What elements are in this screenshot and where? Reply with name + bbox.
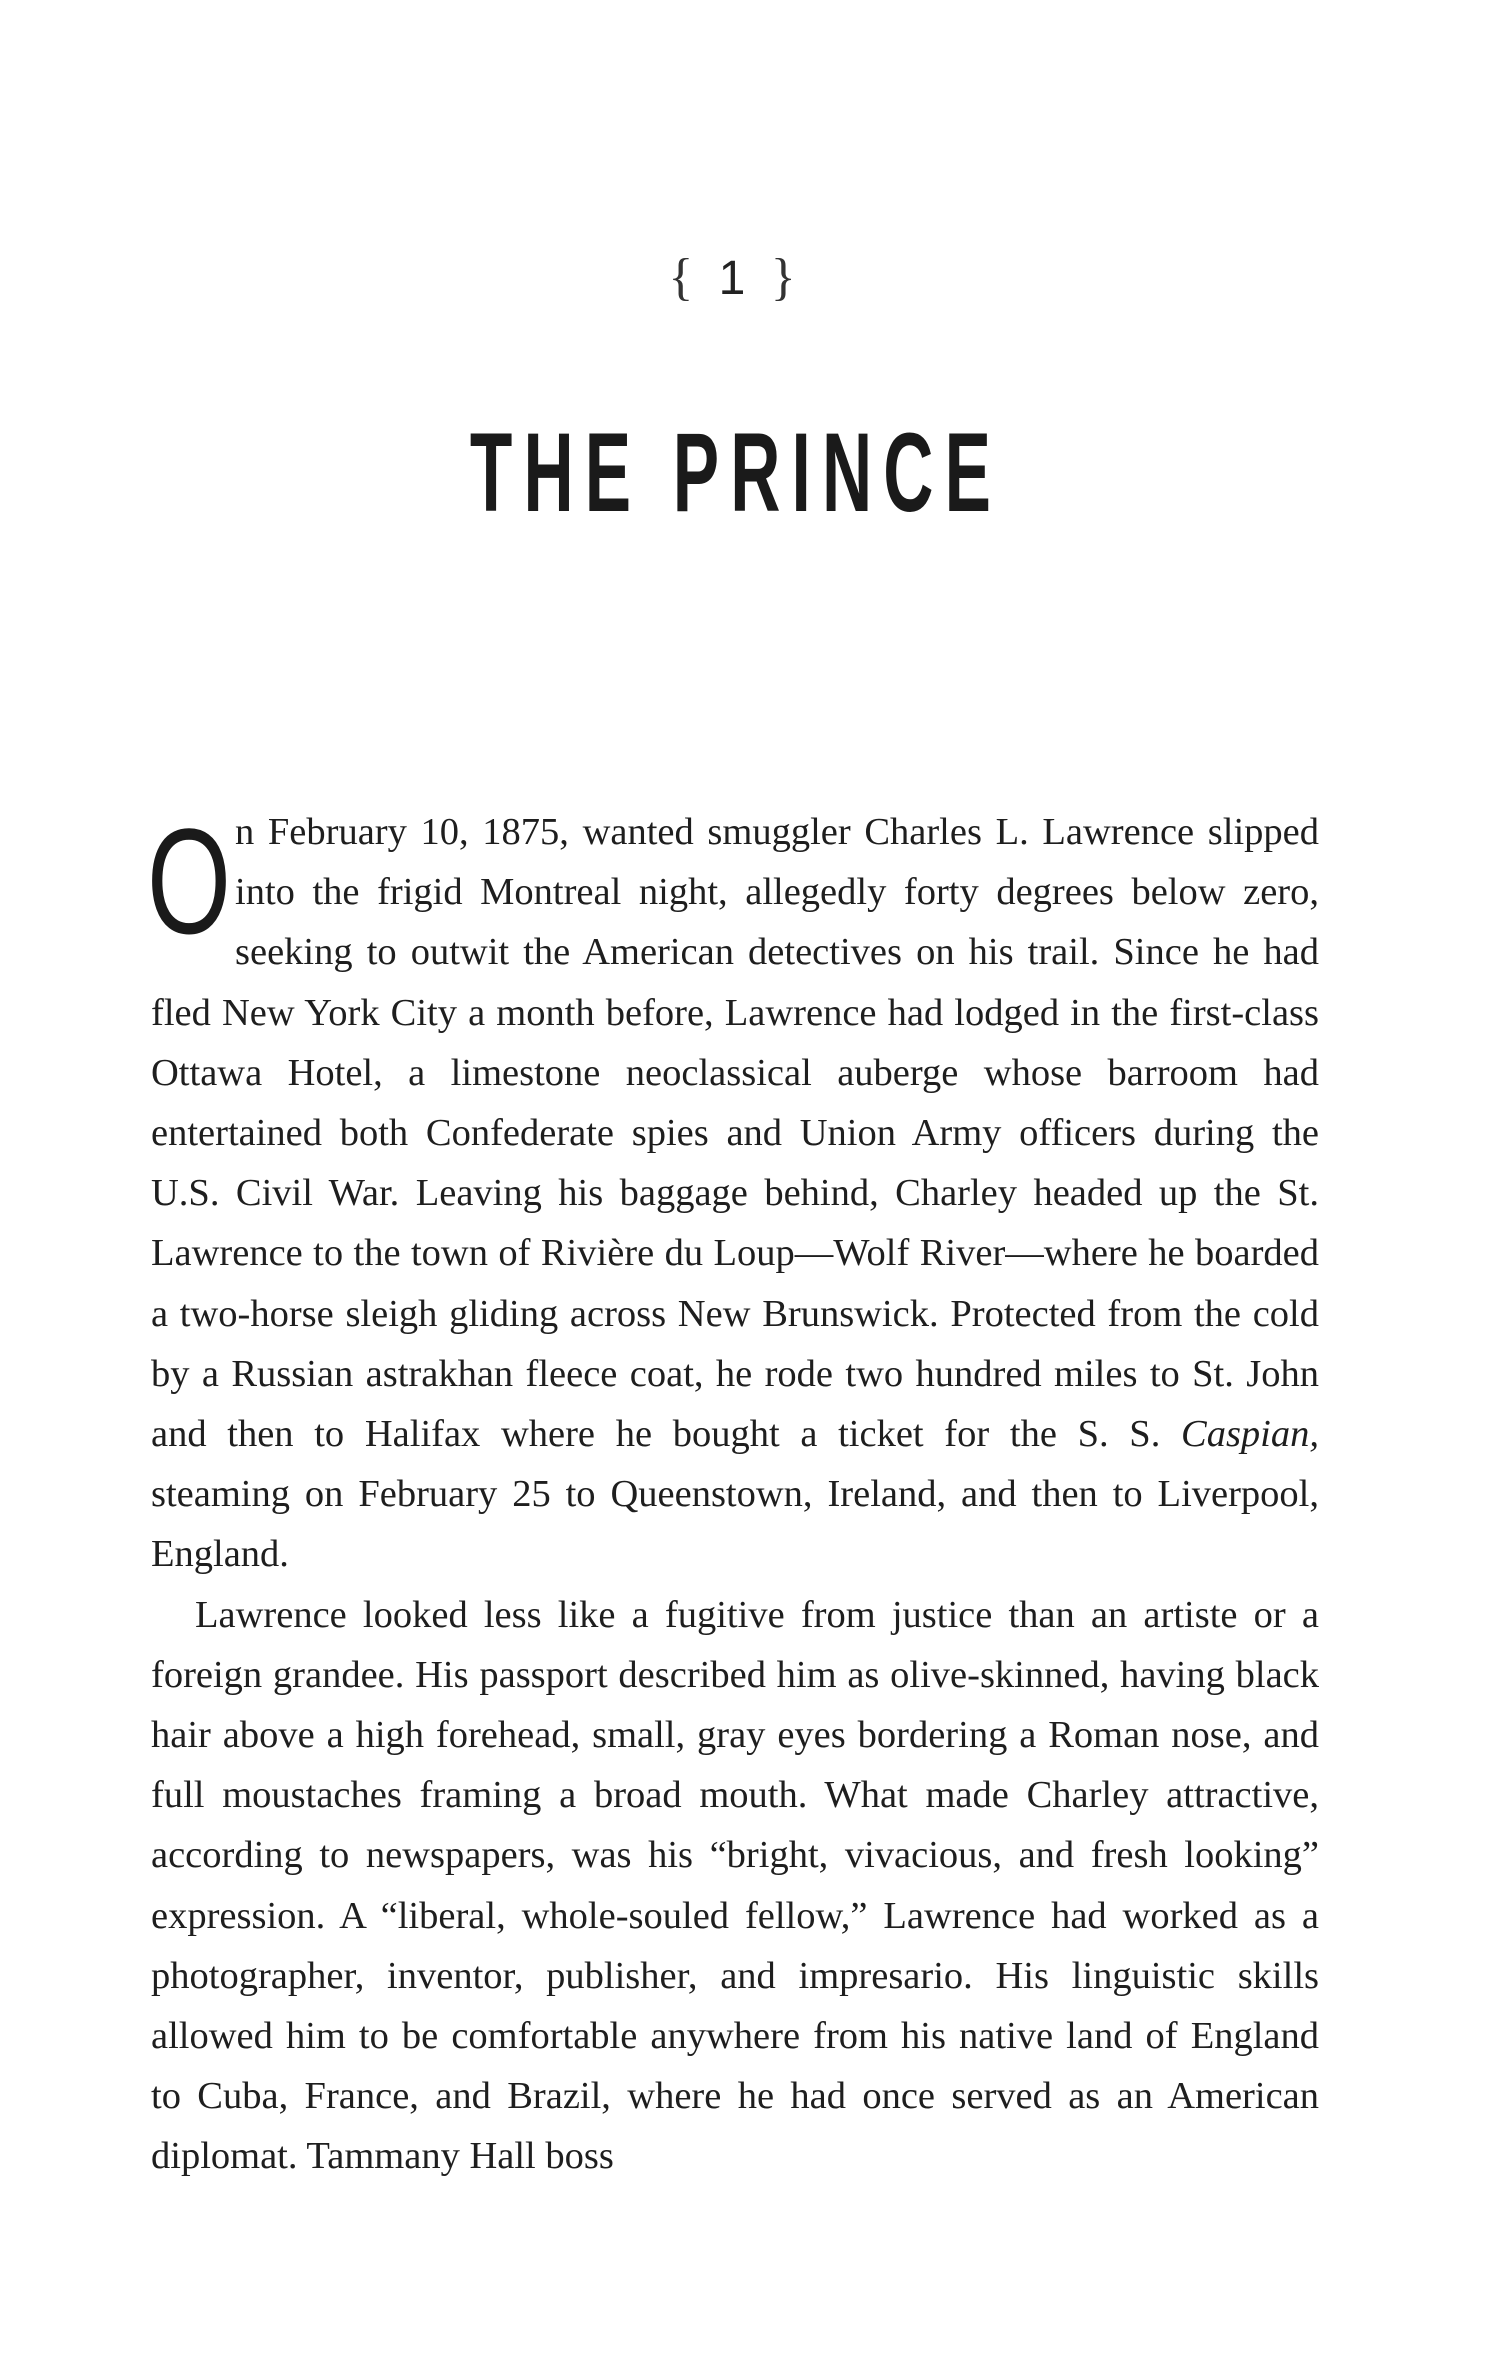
chapter-number	[0, 248, 1470, 307]
chapter-number-value: 1	[718, 252, 752, 305]
ship-name: Caspian,	[1181, 1413, 1319, 1456]
drop-cap: O	[147, 797, 232, 965]
chapter-open-brace: {	[668, 249, 700, 306]
paragraph-1-text-a: n February 10, 1875, wanted smuggler Charles L. Lawrence slipped into the frigid Montreal night, allegedly forty degrees below zero, seeking to outwit the American detectives on his trail. Since he had fled New York City a month before, Lawrence had lodged in the first-class Ottawa Hotel, a limestone neoclassical auberge whose barroom had entertained both Confederate spies and Union Army officers during the U.S. Civil War. Leaving his baggage behind, Charley headed up the St. Lawrence to the town of Rivière du Loup—Wolf River—where he boarded a two-horse sleigh gliding across New Brunswick. Protected from the cold by a Russian astrakhan fleece coat, he rode two hundred miles to St. John and then to Halifax where he bought a ticket for the S. S.	[151, 811, 1319, 1456]
chapter-close-brace: }	[770, 249, 802, 306]
chapter-title: THE PRINCE	[469, 410, 1003, 535]
paragraph-1	[147, 797, 1319, 1585]
paragraph-1-text-b: steaming on February 25 to Queenstown, Ireland, and then to Liverpool, England.	[151, 1473, 1319, 1576]
body-text	[147, 797, 1319, 2187]
paragraph-2: Lawrence looked less like a fugitive from justice than an artiste or a foreign grandee. His passport described him as olive-skinned, having black hair above a high forehead, small, gray eyes bordering a Roman nose, and full moustaches framing a broad mouth. What made Charley attractive, according to newspapers, was his “bright, vivacious, and fresh looking” expression. A “liberal, whole-souled fellow,” Lawrence had worked as a photographer, inventor, publisher, and impresario. His linguistic skills allowed him to be comfortable anywhere from his native land of England to Cuba, France, and Brazil, where he had once served as an American diplomat. Tammany Hall boss	[151, 1593, 1319, 2178]
